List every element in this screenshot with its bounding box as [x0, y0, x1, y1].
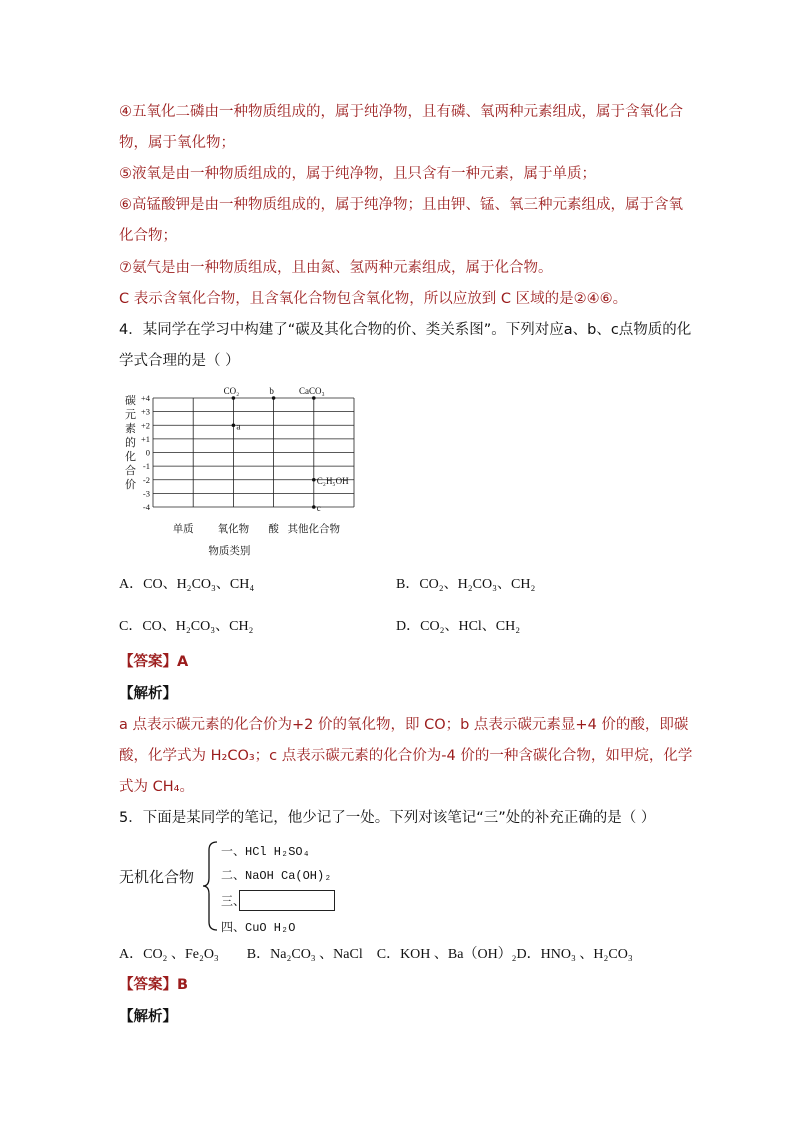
- y-axis-label-char: 化: [125, 451, 136, 463]
- notes-label: 无机化合物: [119, 868, 195, 886]
- x-category-label: 单质: [172, 524, 194, 535]
- data-point-label: CaCO₃: [298, 386, 325, 396]
- data-point-label: b: [269, 386, 274, 396]
- explanation-line-2: 物，属于氧化物；: [119, 135, 235, 151]
- x-category-label: 氧化物: [217, 524, 250, 535]
- q4-analysis-line-3: 式为 CH₄。: [119, 779, 194, 795]
- y-tick-label: -1: [142, 461, 150, 472]
- q4-analysis-line-1: a 点表示碳元素的化合价为+2 价的氧化物，即 CO；b 点表示碳元素显+4 价的酸，即碳: [119, 717, 689, 733]
- notes-item-3: 三、: [221, 895, 246, 909]
- notes-item-2: 二、NaOH Ca(OH)₂: [221, 869, 332, 883]
- explanation-line-7: C 表示含氧化合物，且含氧化合物包含氧化物，所以应放到 C 区域的是②④⑥。: [119, 291, 628, 307]
- x-axis-label: 物质类别: [208, 546, 251, 557]
- y-axis-label-char: 价: [125, 479, 136, 491]
- option-c-text: CO、H₂CO₃、CH₂: [142, 619, 254, 634]
- y-tick-label: +1: [140, 433, 150, 444]
- y-axis-label-char: 碳: [125, 395, 136, 407]
- option-a-text: CO、H₂CO₃、CH₄: [143, 577, 255, 592]
- y-tick-label: -4: [142, 502, 150, 512]
- y-tick-label: -2: [142, 474, 150, 485]
- option-a-label: A．: [119, 577, 144, 592]
- y-axis-label-char: 合: [125, 465, 136, 477]
- data-point: [312, 478, 316, 482]
- y-axis-label-char: 的: [125, 437, 136, 449]
- data-point-label: CO₂: [223, 386, 240, 396]
- option-b-label: B．: [396, 577, 420, 592]
- explanation-line-4: ⑥高锰酸钾是由一种物质组成的，属于纯净物；且由钾、锰、氧三种元素组成，属于含氧: [119, 197, 683, 213]
- data-point-label: c: [316, 503, 321, 513]
- data-point: [312, 505, 316, 509]
- q4-option-a[interactable]: [119, 575, 254, 595]
- q5-stem: 5．下面是某同学的笔记，他少记了一处。下列对该笔记“三”处的补充正确的是（ ）: [119, 810, 656, 826]
- q4-option-d[interactable]: [396, 617, 520, 637]
- notes-item-1: 一、HCl H₂SO₄: [221, 845, 310, 859]
- q4-stem-line-2: 学式合理的是（ ）: [119, 353, 240, 369]
- explanation-line-3: ⑤液氧是由一种物质组成的，属于纯净物，且只含有一种元素，属于单质；: [119, 166, 596, 182]
- q4-analysis-line-2: 酸，化学式为 H₂CO₃；c 点表示碳元素的化合价为-4 价的一种含碳化合物，如甲烷，化学: [119, 748, 693, 764]
- explanation-line-6: ⑦氨气是由一种物质组成，且由氮、氢两种元素组成，属于化合物。: [119, 260, 553, 276]
- option-b-text: CO₂、H₂CO₃、CH₂: [419, 577, 536, 592]
- notes-blank-box[interactable]: [239, 890, 335, 911]
- y-tick-label: +4: [140, 393, 150, 403]
- y-tick-label: 0: [145, 447, 150, 458]
- notes-item-4: 四、CuO H₂O: [221, 921, 296, 935]
- y-axis-label-char: 元: [125, 409, 136, 421]
- q5-options: A．CO₂ 、Fe₂O₃ B．Na₂CO₃ 、NaCl C．KOH 、Ba（OH）₂D．HNO₃ 、H₂CO₃: [119, 947, 633, 962]
- q4-answer: 【答案】A: [119, 654, 189, 670]
- valence-chart-svg: [119, 378, 369, 558]
- y-axis-label-char: 素: [125, 423, 136, 435]
- q5-analysis-heading: 【解析】: [119, 1009, 177, 1025]
- data-point: [312, 396, 316, 400]
- option-d-label: D．: [396, 619, 421, 634]
- y-tick-label: +2: [140, 420, 150, 431]
- q4-analysis-heading: 【解析】: [119, 686, 177, 702]
- notes-brace: [201, 840, 221, 932]
- q5-notes-diagram: [119, 838, 449, 938]
- y-tick-label: +3: [140, 406, 150, 417]
- explanation-line-5: 化合物；: [119, 228, 177, 244]
- data-point: [232, 396, 236, 400]
- y-tick-label: -3: [142, 488, 150, 499]
- x-category-label: 酸: [268, 524, 279, 535]
- data-point: [232, 423, 236, 427]
- q4-option-c[interactable]: [119, 617, 253, 637]
- option-c-label: C．: [119, 619, 143, 634]
- q4-option-b[interactable]: [396, 575, 535, 595]
- valence-chart: [119, 378, 369, 562]
- option-d-text: CO₂、HCl、CH₂: [420, 619, 521, 634]
- data-point-label: a: [236, 421, 241, 432]
- q5-answer: 【答案】B: [119, 977, 189, 993]
- q4-stem-line-1: 4．某同学在学习中构建了“碳及其化合物的价、类关系图”。下列对应a、b、c点物质的化: [119, 322, 692, 338]
- x-category-label: 其他化合物: [287, 524, 341, 535]
- explanation-line-1: ④五氧化二磷由一种物质组成的，属于纯净物，且有磷、氧两种元素组成，属于含氧化合: [119, 104, 683, 120]
- data-point-label: C₂H₅OH: [316, 475, 349, 486]
- data-point: [272, 396, 276, 400]
